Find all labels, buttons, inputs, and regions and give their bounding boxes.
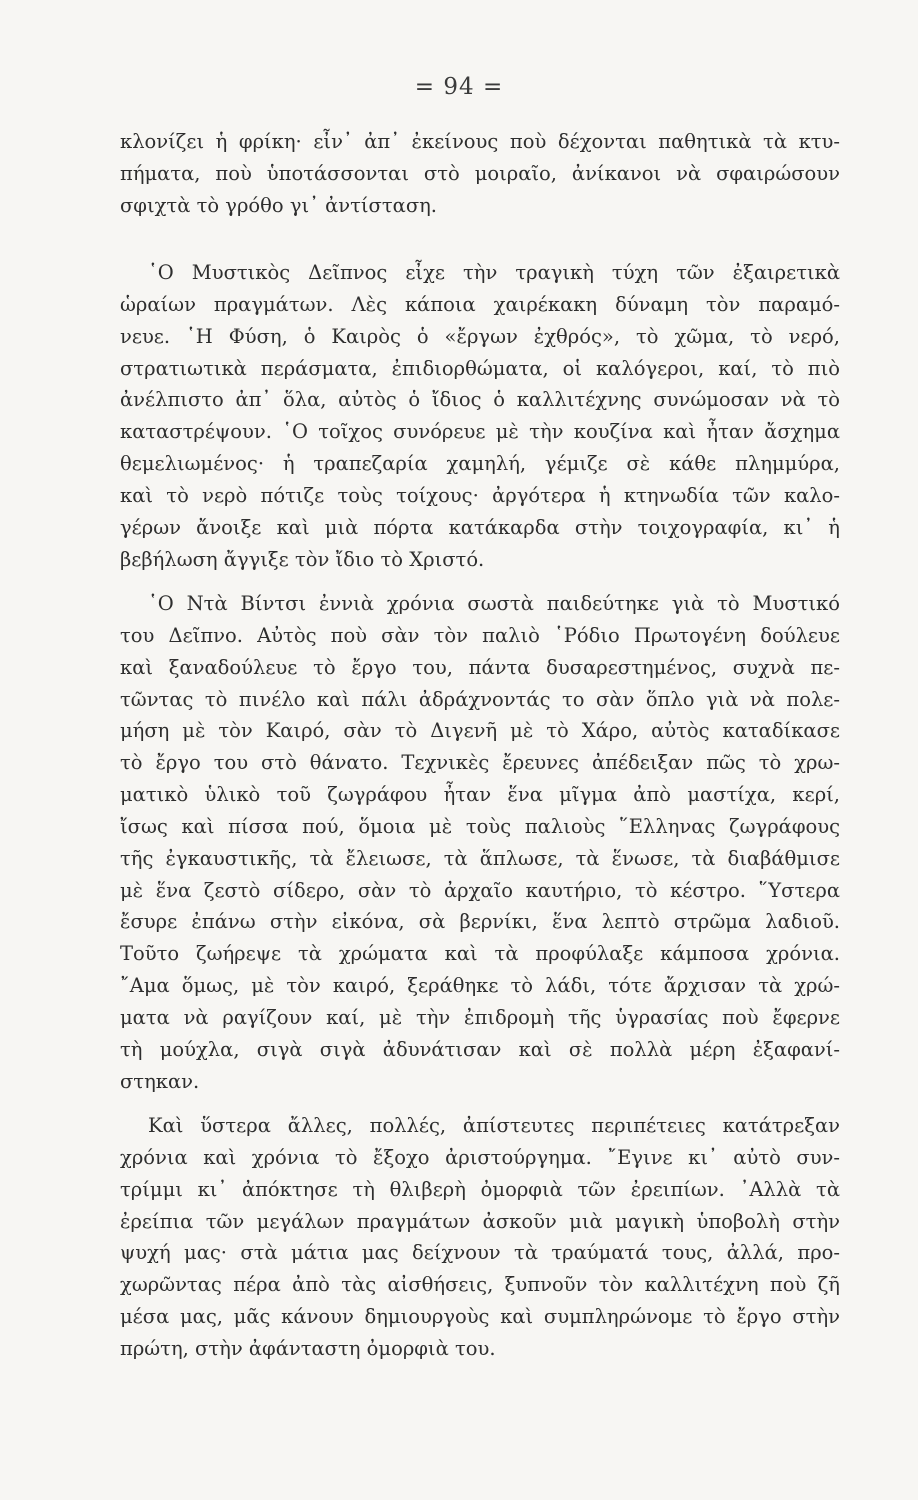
text-line: ὡραίων πραγμάτων. Λὲς κάποια χαιρέκακη δύναμη τὸν παραμό- — [120, 292, 840, 316]
text-line: τὴ μούχλα, σιγὰ σιγὰ ἀδυνάτισαν καὶ σὲ πολλὰ μέρη ἐξαφανί- — [120, 1037, 840, 1061]
text-line: στηκαν. — [120, 1069, 200, 1093]
paragraph-4 — [120, 1110, 840, 1365]
text-line: τρίμμι κι᾽ ἀπόκτησε τὴ θλιβερὴ ὀμορφιὰ τῶν ἐρειπίων. ᾽Αλλὰ τὰ — [120, 1177, 840, 1201]
page-number: = 94 = — [414, 74, 504, 100]
text-line: τὸ ἔργο του στὸ θάνατο. Τεχνικὲς ἔρευνες ἀπέδειξαν πῶς τὸ χρω- — [120, 751, 840, 775]
text-line: ἴσως καὶ πίσσα πού, ὅμοια μὲ τοὺς παλιοὺς ῞Ελληνας ζωγράφους — [120, 814, 840, 838]
paragraph-3 — [120, 588, 840, 1098]
paragraph-1 — [120, 126, 840, 222]
text-line: βεβήλωση ἄγγιξε τὸν ἴδιο τὸ Χριστό. — [120, 547, 485, 571]
text-line: τῶντας τὸ πινέλο καὶ πάλι ἀδράχνοντάς το σὰν ὅπλο γιὰ νὰ πολε- — [120, 687, 840, 711]
text-line: τῆς ἐγκαυστικῆς, τὰ ἔλειωσε, τὰ ἅπλωσε, τὰ ἕνωσε, τὰ διαβάθμισε — [120, 846, 840, 870]
text-line: σφιχτὰ τὸ γρόθο γι᾽ ἀντίσταση. — [120, 193, 438, 217]
text-line: θεμελιωμένος· ἡ τραπεζαρία χαμηλή, γέμιζε σὲ κάθε πλημμύρα, — [120, 452, 840, 476]
text-line: ματα νὰ ραγίζουν καί, μὲ τὴν ἐπιδρομὴ τῆς ὑγρασίας ποὺ ἔφερνε — [120, 1005, 840, 1029]
text-line: μέσα μας, μᾶς κάνουν δημιουργοὺς καὶ συμπληρώνομε τὸ ἔργο στὴν — [120, 1305, 840, 1329]
text-line: χρόνια καὶ χρόνια τὸ ἔξοχο ἀριστούργημα. ῎Εγινε κι᾽ αὐτὸ συν- — [120, 1145, 840, 1169]
text-line: ῾Ο Μυστικὸς Δεῖπνος εἶχε τὴν τραγικὴ τύχη τῶν ἐξαιρετικὰ — [148, 261, 840, 284]
text-line: μήση μὲ τὸν Καιρό, σὰν τὸ Διγενῆ μὲ τὸ Χάρο, αὐτὸς καταδίκασε — [120, 719, 840, 743]
text-line: ῎Αμα ὅμως, μὲ τὸν καιρό, ξεράθηκε τὸ λάδι, τότε ἄρχισαν τὰ χρώ- — [120, 974, 840, 998]
text-line: Τοῦτο ζωήρεψε τὰ χρώματα καὶ τὰ προφύλαξε κάμποσα χρόνια. — [120, 942, 840, 966]
text-line: καταστρέψουν. ῾Ο τοῖχος συνόρευε μὲ τὴν κουζίνα καὶ ἦταν ἄσχημα — [120, 420, 840, 444]
text-line: του Δεῖπνο. Αὐτὸς ποὺ σὰν τὸν παλιὸ ῾Ρόδιο Πρωτογένη δούλευε — [120, 623, 840, 647]
text-line: πήματα, ποὺ ὑποτάσσονται στὸ μοιραῖο, ἀνίκανοι νὰ σφαιρώσουν — [120, 161, 840, 185]
text-line: χωρῶντας πέρα ἀπὸ τὰς αἰσθήσεις, ξυπνοῦν τὸν καλλιτέχνη ποὺ ζῆ — [120, 1273, 840, 1297]
text-line: μὲ ἕνα ζεστὸ σίδερο, σὰν τὸ ἀρχαῖο καυτήριο, τὸ κέστρο. ῞Υστερα — [120, 878, 840, 902]
text-line: κλονίζει ἡ φρίκη· εἶν᾽ ἀπ᾽ ἐκείνους ποὺ δέχονται παθητικὰ τὰ κτυ- — [120, 130, 840, 153]
text-line: ψυχή μας· στὰ μάτια μας δείχνουν τὰ τραύματά τους, ἀλλά, προ- — [120, 1241, 840, 1265]
text-line: ῾Ο Ντὰ Βίντσι ἐννιὰ χρόνια σωστὰ παιδεύτηκε γιὰ τὸ Μυστικό — [148, 592, 840, 615]
text-line: ἀνέλπιστο ἀπ᾽ ὅλα, αὐτὸς ὁ ἴδιος ὁ καλλιτέχνης συνώμοσαν νὰ τὸ — [120, 388, 840, 412]
text-line: ματικὸ ὑλικὸ τοῦ ζωγράφου ἦταν ἕνα μῖγμα ἀπὸ μαστίχα, κερί, — [120, 783, 840, 807]
text-line: ἔσυρε ἐπάνω στὴν εἰκόνα, σὰ βερνίκι, ἕνα λεπτὸ στρῶμα λαδιοῦ. — [120, 910, 840, 934]
text-line: νευε. ῾Η Φύση, ὁ Καιρὸς ὁ «ἔργων ἐχθρός», τὸ χῶμα, τὸ νερό, — [120, 324, 840, 348]
paragraph-2 — [120, 257, 840, 575]
text-line: στρατιωτικὰ περάσματα, ἐπιδιορθώματα, οἱ καλόγεροι, καί, τὸ πιὸ — [120, 356, 840, 380]
text-line: γέρων ἄνοιξε καὶ μιὰ πόρτα κατάκαρδα στὴν τοιχογραφία, κι᾽ ἡ — [120, 515, 840, 539]
text-line: πρώτη, στὴν ἀφάνταστη ὀμορφιὰ του. — [120, 1336, 496, 1360]
text-line: ἐρείπια τῶν μεγάλων πραγμάτων ἀσκοῦν μιὰ μαγικὴ ὑποβολὴ στὴν — [120, 1209, 840, 1233]
text-line: καὶ τὸ νερὸ πότιζε τοὺς τοίχους· ἀργότερα ἡ κτηνωδία τῶν καλο- — [120, 483, 840, 507]
text-line: Καὶ ὕστερα ἄλλες, πολλές, ἀπίστευτες περιπέτειες κατάτρεξαν — [148, 1114, 840, 1137]
text-line: καὶ ξαναδούλευε τὸ ἔργο του, πάντα δυσαρεστημένος, συχνὰ πε- — [120, 655, 840, 679]
